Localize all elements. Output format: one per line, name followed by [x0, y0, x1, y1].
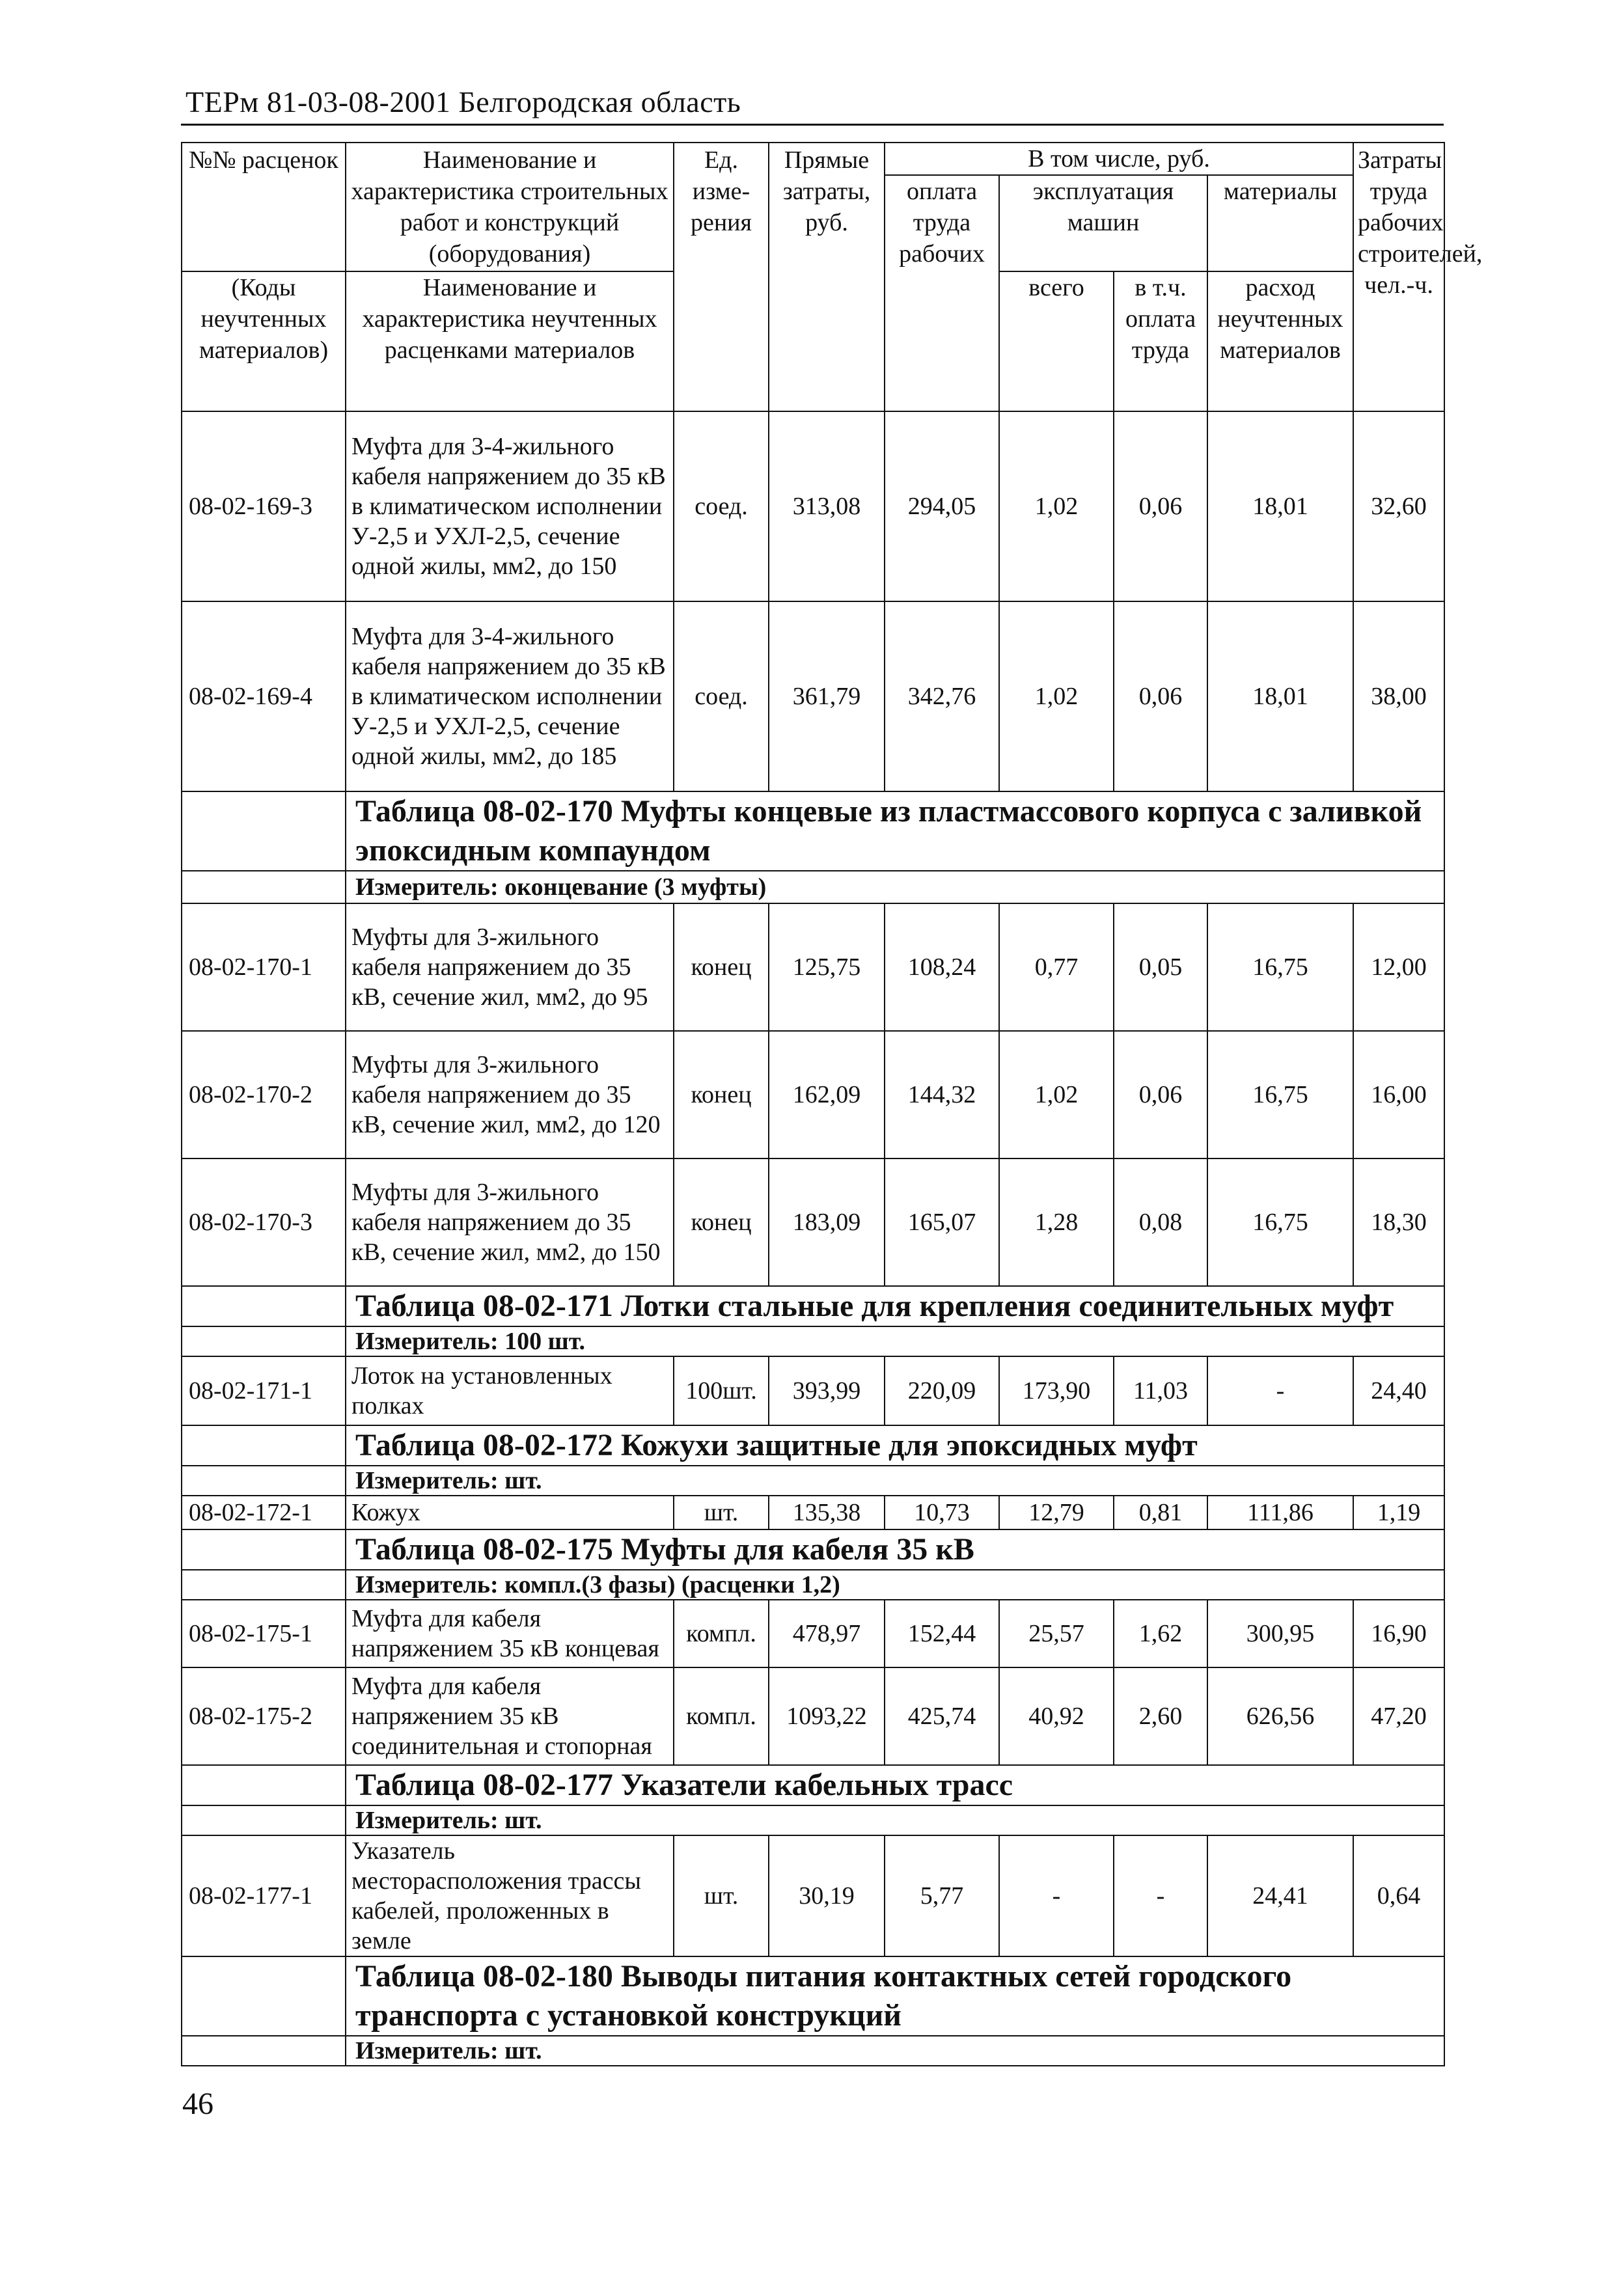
- section-spacer: [182, 2036, 346, 2066]
- rate-wages: 10,73: [885, 1496, 999, 1529]
- rate-name: Муфта для 3-4-жильного кабеля напряжением до 35 кВ в климатическом исполнении У-2,5 и УХЛ-2,5, сечение одной жилы, мм2, до 150: [346, 411, 674, 601]
- col-header-unit: Ед. изме-рения: [674, 143, 769, 411]
- rate-machines: 1,02: [999, 601, 1114, 791]
- rate-code: 08-02-169-3: [182, 411, 346, 601]
- rate-machines: 40,92: [999, 1667, 1114, 1765]
- section-title-170: Таблица 08-02-170 Муфты концевые из пластмассового корпуса с заливкой эпоксидным компаундом: [346, 791, 1444, 871]
- rate-code: 08-02-171-1: [182, 1356, 346, 1425]
- rate-labor: 1,19: [1353, 1496, 1444, 1529]
- rate-unit: компл.: [674, 1667, 769, 1765]
- measure-180: Измеритель: шт.: [346, 2036, 1444, 2066]
- rate-machines: 0,77: [999, 903, 1114, 1031]
- rate-machine-wages: 0,05: [1114, 903, 1207, 1031]
- rate-machines: -: [999, 1835, 1114, 1956]
- rate-name: Муфта для кабеля напряжением 35 кВ концевая: [346, 1600, 674, 1667]
- col-header-labor: Затраты труда рабочих строителей, чел.-ч.: [1353, 143, 1444, 411]
- section-title-171: Таблица 08-02-171 Лотки стальные для крепления соединительных муфт: [346, 1286, 1444, 1326]
- rate-code: 08-02-169-4: [182, 601, 346, 791]
- rate-machine-wages: -: [1114, 1835, 1207, 1956]
- col-header-code-bottom: (Коды неучтенных материалов): [182, 271, 346, 411]
- rate-labor: 16,90: [1353, 1600, 1444, 1667]
- page-number: 46: [182, 2087, 213, 2121]
- rate-machines: 1,02: [999, 411, 1114, 601]
- section-spacer: [182, 1570, 346, 1600]
- rate-name: Муфта для 3-4-жильного кабеля напряжением до 35 кВ в климатическом исполнении У-2,5 и УХЛ-2,5, сечение одной жилы, мм2, до 185: [346, 601, 674, 791]
- section-spacer: [182, 1805, 346, 1835]
- col-header-incl: В том числе, руб.: [885, 143, 1353, 175]
- rate-name: Указатель месторасположения трассы кабелей, проложенных в земле: [346, 1835, 674, 1956]
- rate-direct: 1093,22: [769, 1667, 885, 1765]
- rate-machines: 25,57: [999, 1600, 1114, 1667]
- rate-name: Муфты для 3-жильного кабеля напряжением до 35 кВ, сечение жил, мм2, до 150: [346, 1158, 674, 1286]
- rate-labor: 16,00: [1353, 1031, 1444, 1158]
- rate-materials: 16,75: [1207, 1158, 1353, 1286]
- col-header-name-bottom: Наименование и характеристика неучтенных расценками материалов: [346, 271, 674, 411]
- measure-172: Измеритель: шт.: [346, 1466, 1444, 1496]
- rate-machines: 1,28: [999, 1158, 1114, 1286]
- section-spacer: [182, 1956, 346, 2036]
- rate-name: Муфты для 3-жильного кабеля напряжением до 35 кВ, сечение жил, мм2, до 95: [346, 903, 674, 1031]
- rate-code: 08-02-177-1: [182, 1835, 346, 1956]
- rate-machine-wages: 0,06: [1114, 601, 1207, 791]
- rate-name: Лоток на установленных полках: [346, 1356, 674, 1425]
- section-spacer: [182, 1326, 346, 1356]
- measure-170: Измеритель: оконцевание (3 муфты): [346, 871, 1444, 903]
- col-header-materials-bottom: расход неучтенных материалов: [1207, 271, 1353, 411]
- rate-labor: 0,64: [1353, 1835, 1444, 1956]
- rate-wages: 144,32: [885, 1031, 999, 1158]
- measure-177: Измеритель: шт.: [346, 1805, 1444, 1835]
- col-header-direct: Прямые затраты, руб.: [769, 143, 885, 411]
- rate-materials: 18,01: [1207, 601, 1353, 791]
- rate-wages: 220,09: [885, 1356, 999, 1425]
- rate-labor: 18,30: [1353, 1158, 1444, 1286]
- rate-direct: 183,09: [769, 1158, 885, 1286]
- rate-labor: 12,00: [1353, 903, 1444, 1031]
- rate-code: 08-02-170-3: [182, 1158, 346, 1286]
- rate-wages: 5,77: [885, 1835, 999, 1956]
- rate-materials: 16,75: [1207, 903, 1353, 1031]
- section-spacer: [182, 1529, 346, 1570]
- section-spacer: [182, 1286, 346, 1326]
- rate-direct: 478,97: [769, 1600, 885, 1667]
- col-header-wages: оплата труда рабочих: [885, 175, 999, 411]
- rate-machines: 12,79: [999, 1496, 1114, 1529]
- rate-wages: 165,07: [885, 1158, 999, 1286]
- title-divider: [181, 124, 1444, 126]
- rate-materials: 16,75: [1207, 1031, 1353, 1158]
- rate-wages: 425,74: [885, 1667, 999, 1765]
- rate-labor: 24,40: [1353, 1356, 1444, 1425]
- rate-materials: 18,01: [1207, 411, 1353, 601]
- rate-materials: 300,95: [1207, 1600, 1353, 1667]
- rate-unit: шт.: [674, 1496, 769, 1529]
- rate-unit: соед.: [674, 601, 769, 791]
- rate-wages: 342,76: [885, 601, 999, 791]
- rate-direct: 162,09: [769, 1031, 885, 1158]
- rate-labor: 38,00: [1353, 601, 1444, 791]
- rate-direct: 135,38: [769, 1496, 885, 1529]
- measure-175: Измеритель: компл.(3 фазы) (расценки 1,2): [346, 1570, 1444, 1600]
- rate-materials: 24,41: [1207, 1835, 1353, 1956]
- section-title-175: Таблица 08-02-175 Муфты для кабеля 35 кВ: [346, 1529, 1444, 1570]
- rate-machine-wages: 0,81: [1114, 1496, 1207, 1529]
- rate-wages: 108,24: [885, 903, 999, 1031]
- rate-machine-wages: 0,08: [1114, 1158, 1207, 1286]
- rate-materials: 111,86: [1207, 1496, 1353, 1529]
- rate-unit: соед.: [674, 411, 769, 601]
- section-spacer: [182, 1466, 346, 1496]
- rate-name: Муфта для кабеля напряжением 35 кВ соединительная и стопорная: [346, 1667, 674, 1765]
- rate-wages: 152,44: [885, 1600, 999, 1667]
- rate-labor: 47,20: [1353, 1667, 1444, 1765]
- rate-direct: 313,08: [769, 411, 885, 601]
- section-spacer: [182, 1425, 346, 1466]
- col-header-machines: эксплуатация машин: [999, 175, 1207, 271]
- rate-machine-wages: 2,60: [1114, 1667, 1207, 1765]
- rate-machine-wages: 11,03: [1114, 1356, 1207, 1425]
- rate-machines: 173,90: [999, 1356, 1114, 1425]
- rate-direct: 125,75: [769, 903, 885, 1031]
- rate-wages: 294,05: [885, 411, 999, 601]
- section-title-172: Таблица 08-02-172 Кожухи защитные для эпоксидных муфт: [346, 1425, 1444, 1466]
- col-header-code-top: №№ расценок: [182, 143, 346, 271]
- rates-table: [181, 142, 1483, 2066]
- rate-machine-wages: 1,62: [1114, 1600, 1207, 1667]
- rate-unit: конец: [674, 1031, 769, 1158]
- col-header-name-top: Наименование и характеристика строительных работ и конструкций (оборудования): [346, 143, 674, 271]
- section-spacer: [182, 871, 346, 903]
- rate-unit: конец: [674, 1158, 769, 1286]
- measure-171: Измеритель: 100 шт.: [346, 1326, 1444, 1356]
- section-title-177: Таблица 08-02-177 Указатели кабельных трасс: [346, 1765, 1444, 1805]
- rate-materials: 626,56: [1207, 1667, 1353, 1765]
- rate-name: Муфты для 3-жильного кабеля напряжением до 35 кВ, сечение жил, мм2, до 120: [346, 1031, 674, 1158]
- col-header-machines-wages: в т.ч. оплата труда: [1114, 271, 1207, 411]
- rate-code: 08-02-170-1: [182, 903, 346, 1031]
- page-title: ТЕРм 81-03-08-2001 Белгородская область: [186, 85, 741, 118]
- rate-direct: 393,99: [769, 1356, 885, 1425]
- rate-unit: компл.: [674, 1600, 769, 1667]
- rate-code: 08-02-175-1: [182, 1600, 346, 1667]
- rate-machines: 1,02: [999, 1031, 1114, 1158]
- rate-machine-wages: 0,06: [1114, 411, 1207, 601]
- section-spacer: [182, 791, 346, 871]
- section-title-180: Таблица 08-02-180 Выводы питания контактных сетей городского транспорта с установкой конструкций: [346, 1956, 1444, 2036]
- rate-unit: 100шт.: [674, 1356, 769, 1425]
- rate-code: 08-02-172-1: [182, 1496, 346, 1529]
- col-header-machines-total: всего: [999, 271, 1114, 411]
- rate-code: 08-02-175-2: [182, 1667, 346, 1765]
- rate-direct: 361,79: [769, 601, 885, 791]
- rate-name: Кожух: [346, 1496, 674, 1529]
- rate-machine-wages: 0,06: [1114, 1031, 1207, 1158]
- rate-labor: 32,60: [1353, 411, 1444, 601]
- rate-materials: -: [1207, 1356, 1353, 1425]
- section-spacer: [182, 1765, 346, 1805]
- rate-code: 08-02-170-2: [182, 1031, 346, 1158]
- rate-unit: конец: [674, 903, 769, 1031]
- col-header-materials: материалы: [1207, 175, 1353, 271]
- rate-direct: 30,19: [769, 1835, 885, 1956]
- rate-unit: шт.: [674, 1835, 769, 1956]
